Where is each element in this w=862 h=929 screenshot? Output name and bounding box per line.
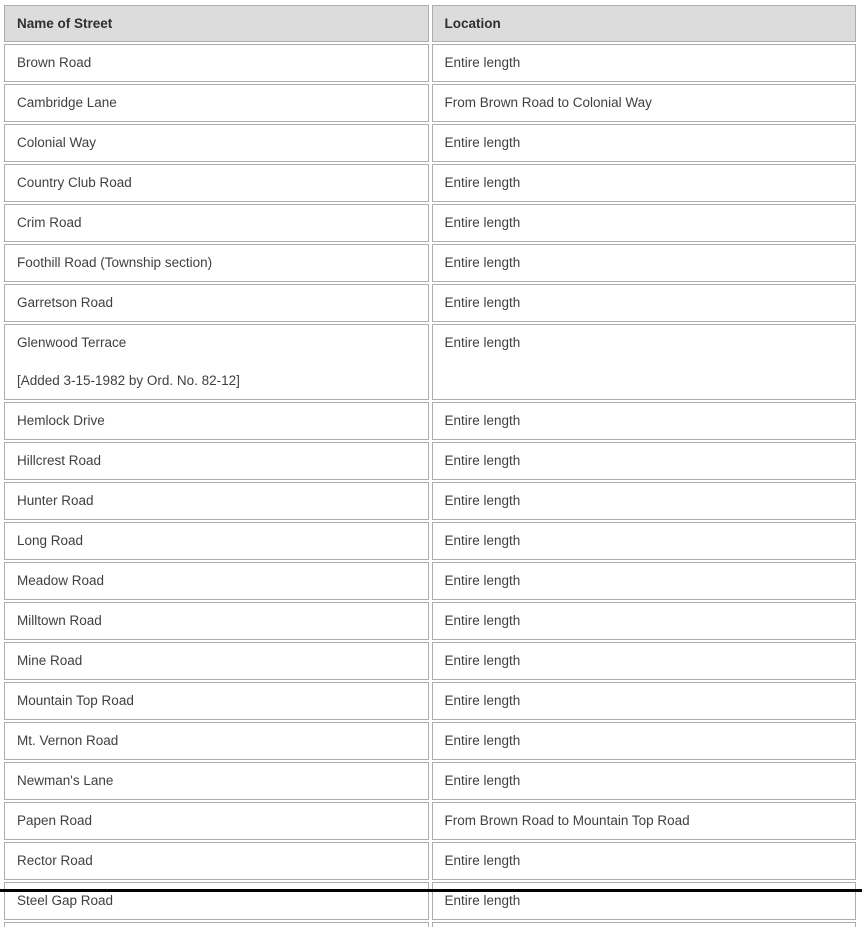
location-cell	[432, 44, 857, 82]
table-row	[4, 482, 856, 520]
table-row	[4, 882, 856, 920]
street-name: Newman's Lane	[17, 773, 114, 788]
street-name: Rector Road	[17, 853, 93, 868]
location-text: Entire length	[444, 255, 521, 270]
location-text: Entire length	[444, 573, 521, 588]
column-header-location: Location	[432, 5, 857, 42]
table-row	[4, 842, 856, 880]
street-name-cell	[4, 442, 429, 480]
table-row	[4, 642, 856, 680]
street-name: Foothill Road (Township section)	[17, 255, 213, 270]
street-name: Meadow Road	[17, 573, 105, 588]
street-name: Crim Road	[17, 215, 82, 230]
location-cell	[432, 244, 857, 282]
location-cell	[432, 482, 857, 520]
location-cell	[432, 402, 857, 440]
bottom-edge-bar	[0, 889, 862, 892]
table-row	[4, 522, 856, 560]
street-name-cell	[4, 842, 429, 880]
street-name: Glenwood Terrace	[17, 335, 127, 350]
table-body	[4, 44, 856, 927]
street-name: Mountain Top Road	[17, 693, 134, 708]
location-text: Entire length	[444, 693, 521, 708]
location-text: Entire length	[444, 55, 521, 70]
location-cell	[432, 562, 857, 600]
table-row	[4, 284, 856, 322]
street-name-cell	[4, 204, 429, 242]
street-name: Mt. Vernon Road	[17, 733, 119, 748]
street-name-cell	[4, 84, 429, 122]
street-name-cell	[4, 324, 429, 400]
street-name-cell	[4, 124, 429, 162]
table-header-row	[4, 5, 856, 42]
street-name-cell	[4, 722, 429, 760]
street-name-cell	[4, 882, 429, 920]
partial-cell	[432, 922, 857, 927]
table-row	[4, 802, 856, 840]
location-text: Entire length	[444, 295, 521, 310]
location-cell	[432, 882, 857, 920]
table-row	[4, 562, 856, 600]
street-name: Cambridge Lane	[17, 95, 117, 110]
table-row	[4, 722, 856, 760]
location-cell	[432, 682, 857, 720]
location-text: Entire length	[444, 853, 521, 868]
location-cell	[432, 284, 857, 322]
location-text: From Brown Road to Colonial Way	[444, 95, 652, 110]
location-cell	[432, 802, 857, 840]
location-cell	[432, 762, 857, 800]
location-text: From Brown Road to Mountain Top Road	[444, 813, 690, 828]
table-row	[4, 44, 856, 82]
street-name-cell	[4, 682, 429, 720]
location-text: Entire length	[444, 453, 521, 468]
location-cell	[432, 602, 857, 640]
table-row	[4, 442, 856, 480]
location-text: Entire length	[444, 135, 521, 150]
street-name: Long Road	[17, 533, 84, 548]
street-name-cell	[4, 244, 429, 282]
street-table-page	[0, 3, 862, 908]
table-row	[4, 164, 856, 202]
location-cell	[432, 522, 857, 560]
location-text: Entire length	[444, 773, 521, 788]
location-text: Entire length	[444, 733, 521, 748]
location-text: Entire length	[444, 413, 521, 428]
street-name: Hunter Road	[17, 493, 94, 508]
street-name: Steel Gap Road	[17, 893, 114, 908]
location-text: Entire length	[444, 893, 521, 908]
table-row	[4, 244, 856, 282]
street-ordinance-note: [Added 3-15-1982 by Ord. No. 82-12]	[17, 373, 240, 388]
location-cell	[432, 722, 857, 760]
location-text: Entire length	[444, 613, 521, 628]
location-text: Entire length	[444, 493, 521, 508]
partial-cutoff-row	[4, 922, 856, 927]
street-name-cell	[4, 562, 429, 600]
table-row	[4, 402, 856, 440]
location-text: Entire length	[444, 533, 521, 548]
location-cell	[432, 124, 857, 162]
street-name-cell	[4, 164, 429, 202]
street-name: Country Club Road	[17, 175, 132, 190]
street-name: Colonial Way	[17, 135, 97, 150]
street-name: Garretson Road	[17, 295, 114, 310]
street-name: Mine Road	[17, 653, 83, 668]
location-cell	[432, 642, 857, 680]
street-name-cell	[4, 482, 429, 520]
street-name-cell	[4, 802, 429, 840]
partial-cell	[4, 922, 429, 927]
street-name: Hemlock Drive	[17, 413, 105, 428]
table-row	[4, 84, 856, 122]
table-row	[4, 204, 856, 242]
street-name-cell	[4, 602, 429, 640]
street-name: Brown Road	[17, 55, 92, 70]
location-text: Entire length	[444, 215, 521, 230]
table-row	[4, 682, 856, 720]
location-cell	[432, 442, 857, 480]
location-cell	[432, 324, 857, 400]
street-name-cell	[4, 522, 429, 560]
street-name-cell	[4, 44, 429, 82]
table-row	[4, 324, 856, 400]
street-name: Papen Road	[17, 813, 93, 828]
street-name-cell	[4, 642, 429, 680]
table-row	[4, 124, 856, 162]
location-cell	[432, 164, 857, 202]
location-cell	[432, 84, 857, 122]
column-header-street: Name of Street	[4, 5, 429, 42]
street-name: Hillcrest Road	[17, 453, 102, 468]
table-row	[4, 762, 856, 800]
location-cell	[432, 204, 857, 242]
streets-table	[1, 3, 859, 929]
location-text: Entire length	[444, 653, 521, 668]
location-text: Entire length	[444, 175, 521, 190]
street-name: Milltown Road	[17, 613, 102, 628]
table-row	[4, 602, 856, 640]
street-name-cell	[4, 402, 429, 440]
street-name-cell	[4, 284, 429, 322]
street-name-cell	[4, 762, 429, 800]
location-text: Entire length	[444, 335, 521, 350]
location-cell	[432, 842, 857, 880]
